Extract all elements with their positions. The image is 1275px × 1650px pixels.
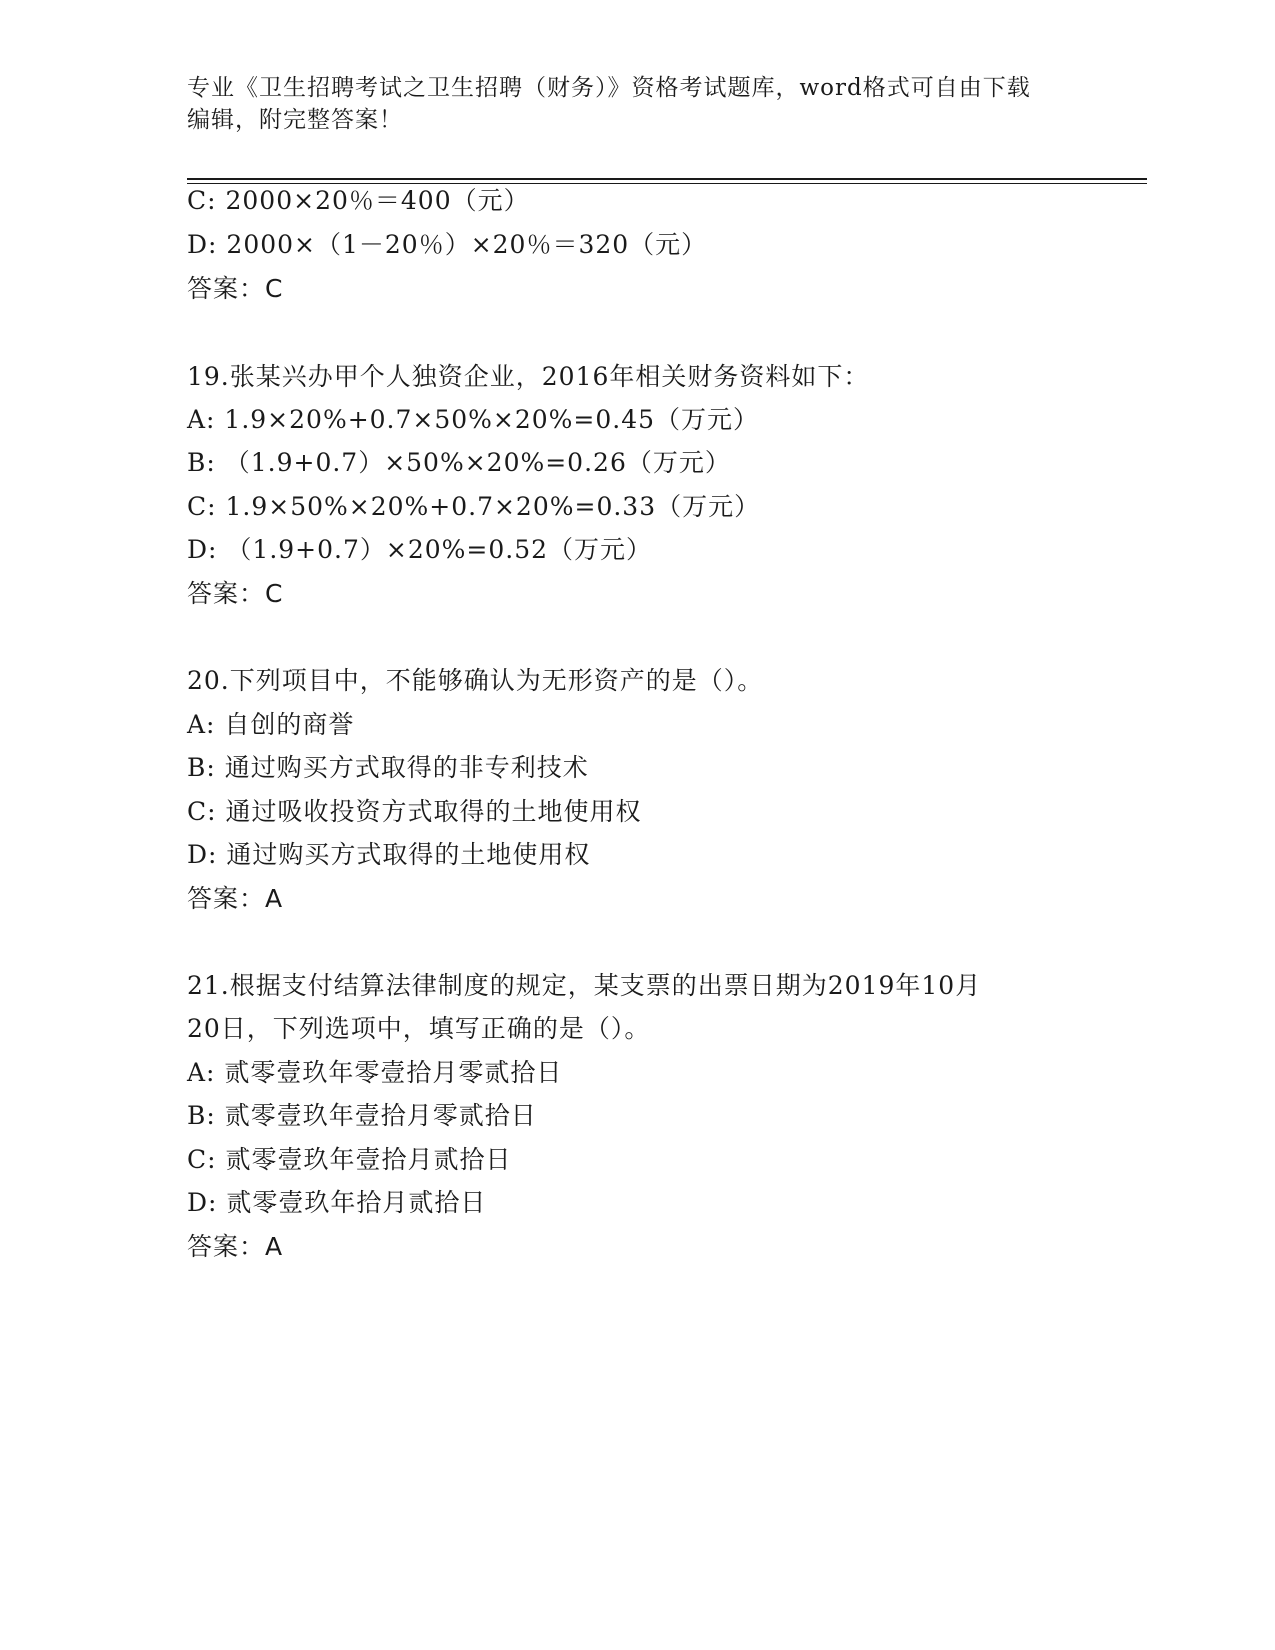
question-20-stem: 20.下列项目中，不能够确认为无形资产的是（）。 <box>187 666 764 695</box>
document-header <box>187 72 1087 136</box>
question-19-option-c: C: 1.9×50%×20%+0.7×20%=0.33（万元） <box>187 492 761 521</box>
question-21-answer: 答案：A <box>187 1232 284 1261</box>
question-19-option-d: D: （1.9+0.7）×20%=0.52（万元） <box>187 535 653 564</box>
question-19-option-a: A: 1.9×20%+0.7×50%×20%=0.45（万元） <box>187 405 760 434</box>
question-21-option-b: B: 贰零壹玖年壹拾月零贰拾日 <box>187 1101 537 1130</box>
header-line-2: 编辑，附完整答案！ <box>187 107 403 133</box>
carryover-option-d: D: 2000×（1－20％）×20％＝320（元） <box>187 230 708 259</box>
question-21-stem-line-1: 21.根据支付结算法律制度的规定，某支票的出票日期为2019年10月 <box>187 971 982 1000</box>
header-line-1: 专业《卫生招聘考试之卫生招聘（财务）》资格考试题库，word格式可自由下载 <box>187 75 1031 101</box>
question-19-option-b: B: （1.9+0.7）×50%×20%=0.26（万元） <box>187 448 731 477</box>
question-21-option-d: D: 贰零壹玖年拾月贰拾日 <box>187 1188 487 1217</box>
question-21-stem-line-2: 20日，下列选项中，填写正确的是（）。 <box>187 1014 651 1043</box>
question-20-answer: 答案：A <box>187 884 284 913</box>
carryover-option-c: C: 2000×20％＝400（元） <box>187 186 530 215</box>
header-divider-thin <box>187 183 1147 184</box>
question-20-option-d: D: 通过购买方式取得的土地使用权 <box>187 840 591 869</box>
question-20-option-c: C: 通过吸收投资方式取得的土地使用权 <box>187 797 642 826</box>
question-19-answer: 答案：C <box>187 579 284 608</box>
header-divider-thick <box>187 178 1147 180</box>
question-20-option-b: B: 通过购买方式取得的非专利技术 <box>187 753 589 782</box>
question-19-stem: 19.张某兴办甲个人独资企业，2016年相关财务资料如下： <box>187 362 870 391</box>
question-20-option-a: A: 自创的商誉 <box>187 710 355 739</box>
carryover-answer: 答案：C <box>187 274 284 303</box>
question-21-option-a: A: 贰零壹玖年零壹拾月零贰拾日 <box>187 1058 563 1087</box>
question-21-option-c: C: 贰零壹玖年壹拾月贰拾日 <box>187 1145 512 1174</box>
